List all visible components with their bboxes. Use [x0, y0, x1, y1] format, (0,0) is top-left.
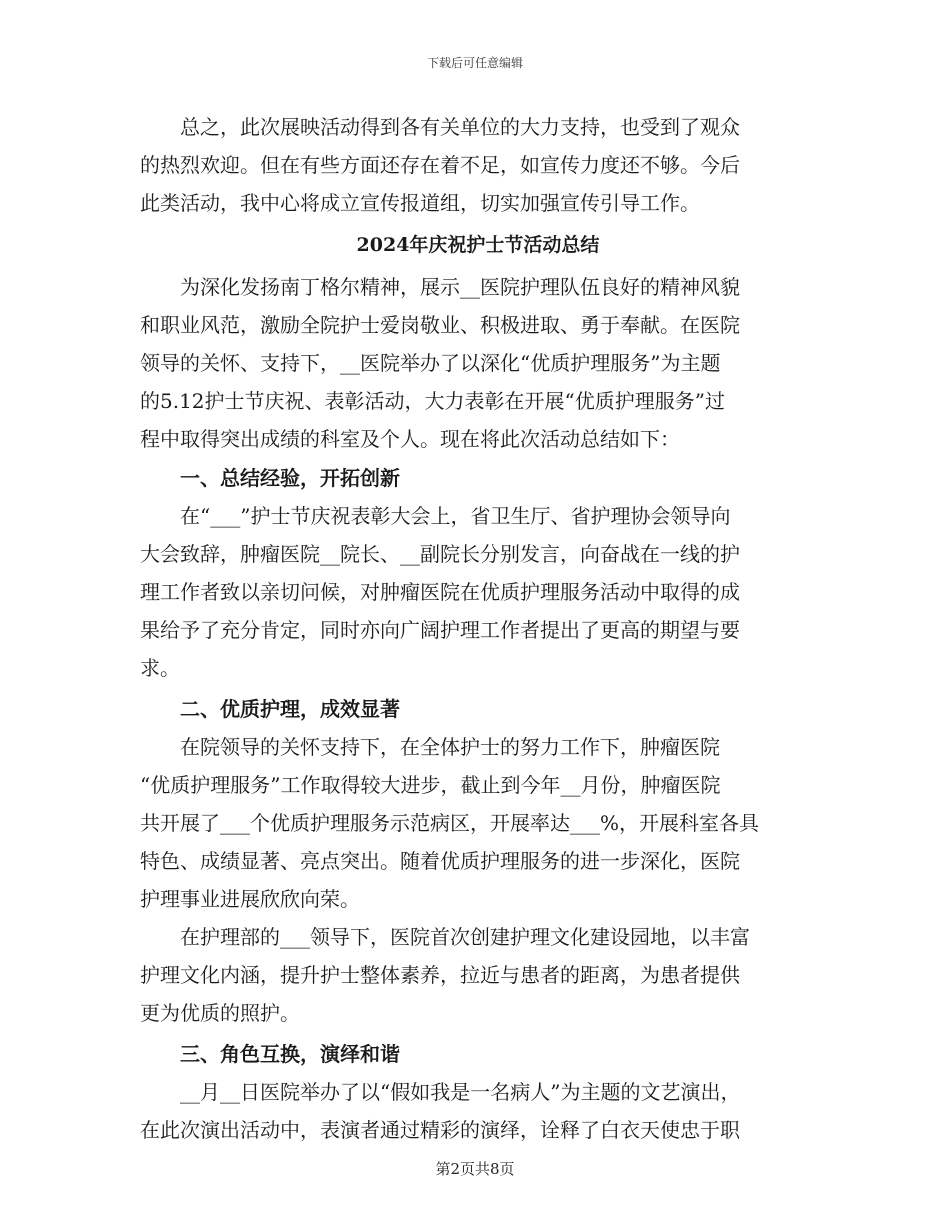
paragraph-line: 的5.12护士节庆祝、表彰活动，大力表彰在开展“优质护理服务”过 — [140, 389, 725, 413]
paragraph-line: 在“___”护士节庆祝表彰大会上，省卫生厅、省护理协会领导向 — [180, 504, 731, 528]
paragraph-line: 程中取得突出成绩的科室及个人。现在将此次活动总结如下： — [140, 427, 680, 451]
paragraph-line: 护理文化内涵，提升护士整体素养，拉近与患者的距离，为患者提供 — [140, 963, 740, 987]
paragraph-line: 更为优质的照护。 — [140, 1001, 300, 1025]
paragraph-line: “优质护理服务”工作取得较大进步，截止到今年__月份，肿瘤医院 — [140, 773, 721, 797]
paragraph-line: 理工作者致以亲切问候，对肿瘤医院在优质护理服务活动中取得的成 — [140, 580, 740, 604]
paragraph-line: 领导的关怀、支持下，__医院举办了以深化“优质护理服务”为主题 — [140, 351, 721, 375]
section-heading-2: 二、优质护理，成效显著 — [180, 697, 400, 721]
intro-line: 总之，此次展映活动得到各有关单位的大力支持，也受到了观众 — [180, 115, 740, 139]
paragraph-line: 和职业风范，激励全院护士爱岗敬业、积极进取、勇于奉献。在医院 — [140, 313, 740, 337]
paragraph-line: 在护理部的___领导下，医院首次创建护理文化建设园地，以丰富 — [180, 925, 750, 949]
page-number: 第2页共8页 — [435, 1160, 515, 1178]
paragraph-line: 大会致辞，肿瘤医院__院长、__副院长分别发言，向奋战在一线的护 — [140, 542, 740, 566]
intro-line: 的热烈欢迎。但在有些方面还存在着不足，如宣传力度还不够。今后 — [140, 153, 740, 177]
paragraph-line: 求。 — [140, 656, 180, 680]
section-heading-3: 三、角色互换，演绎和谐 — [180, 1042, 400, 1066]
paragraph-line: 在院领导的关怀支持下，在全体护士的努力工作下，肿瘤医院 — [180, 735, 720, 759]
paragraph-line: 护理事业进展欣欣向荣。 — [140, 887, 360, 911]
paragraph-line: 果给予了充分肯定，同时亦向广阔护理工作者提出了更高的期望与要 — [140, 618, 740, 642]
document-title: 2024年庆祝护士节活动总结 — [356, 234, 600, 256]
document-body — [140, 108, 810, 1149]
paragraph-line: __月__日医院举办了以“假如我是一名病人”为主题的文艺演出， — [180, 1080, 741, 1104]
page-header: 下载后可任意编辑 — [426, 56, 523, 70]
paragraph-line: 特色、成绩显著、亮点突出。随着优质护理服务的进一步深化，医院 — [140, 849, 740, 873]
paragraph-line: 为深化发扬南丁格尔精神，展示__医院护理队伍良好的精神风貌 — [180, 275, 740, 299]
section-heading-1: 一、总结经验，开拓创新 — [180, 466, 400, 490]
intro-line: 此类活动，我中心将成立宣传报道组，切实加强宣传引导工作。 — [140, 191, 700, 215]
paragraph-line: 在此次演出活动中，表演者通过精彩的演绎，诠释了白衣天使忠于职 — [140, 1118, 740, 1142]
paragraph-line: 共开展了___个优质护理服务示范病区，开展率达___%，开展科室各具 — [140, 811, 760, 835]
